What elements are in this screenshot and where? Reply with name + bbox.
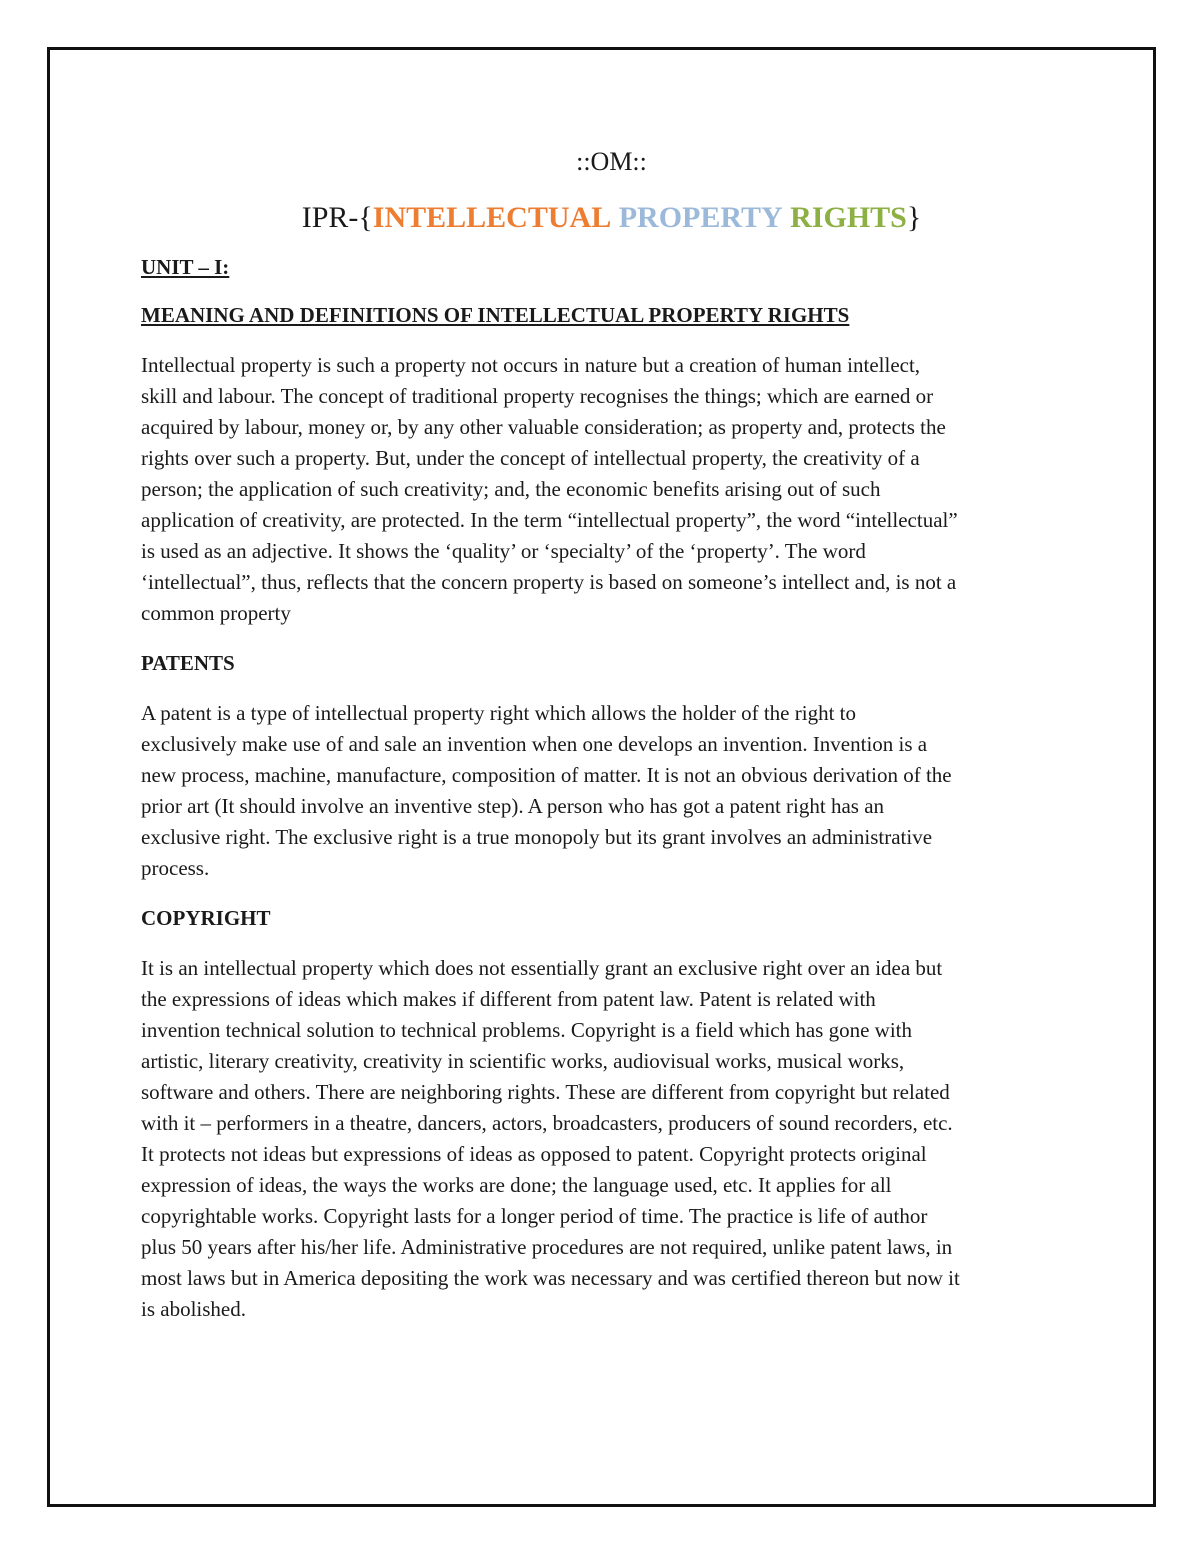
- unit-heading: UNIT – I:: [141, 255, 230, 279]
- om-heading: ::OM::: [576, 147, 647, 176]
- title-word-intellectual: INTELLECTUAL: [372, 201, 612, 234]
- meaning-heading: MEANING AND DEFINITIONS OF INTELLECTUAL PROPERTY RIGHTS: [141, 303, 850, 327]
- meaning-paragraph: Intellectual property is such a property not occurs in nature but a creation of human intellect, skill and labour. The concept of traditional property recognises the things; which are earned or acquired by labour, money or, by any other valuable consideration; as property and, protects the rights over such a property. But, under the concept of intellectual property, the creativity of a person; the application of such creativity; and, the economic benefits arising out of such application of creativity, are protected. In the term “intellectual property”, the word “intellectual” is used as an adjective. It shows the ‘quality’ or ‘specialty’ of the ‘property’. The word ‘intellectual”, thus, reflects that the concern property is based on someone’s intellect and, is not a common property: [141, 353, 958, 625]
- copyright-paragraph: It is an intellectual property which does not essentially grant an exclusive right over an idea but the expressions of ideas which makes if different from patent law. Patent is related with invention technical solution to technical problems. Copyright is a field which has gone with artistic, literary creativity, creativity in scientific works, audiovisual works, musical works, software and others. There are neighboring rights. These are different from copyright but related with it – performers in a theatre, dancers, actors, broadcasters, producers of sound recorders, etc. It protects not ideas but expressions of ideas as opposed to patent. Copyright protects original expression of ideas, the ways the works are done; the language used, etc. It applies for all copyrightable works. Copyright lasts for a longer period of time. The practice is life of author plus 50 years after his/her life. Administrative procedures are not required, unlike patent laws, in most laws but in America depositing the work was necessary and was certified thereon but now it is abolished.: [141, 956, 960, 1321]
- title-suffix: }: [906, 201, 922, 234]
- title-word-property: PROPERTY: [618, 201, 783, 234]
- title-prefix: IPR-{: [301, 201, 373, 234]
- patents-paragraph: A patent is a type of intellectual property right which allows the holder of the right to exclusively make use of and sale an invention when one develops an invention. Invention is a new process, machine, manufacture, composition of matter. It is not an obvious derivation of the prior art (It should involve an inventive step). A person who has got a patent right has an exclusive right. The exclusive right is a true monopoly but its grant involves an administrative process.: [141, 701, 952, 880]
- copyright-heading: COPYRIGHT: [141, 906, 271, 930]
- patents-heading: PATENTS: [141, 651, 235, 675]
- title-word-rights: RIGHTS: [790, 201, 907, 234]
- document-title: [141, 194, 1066, 242]
- document-content: [141, 138, 1066, 1325]
